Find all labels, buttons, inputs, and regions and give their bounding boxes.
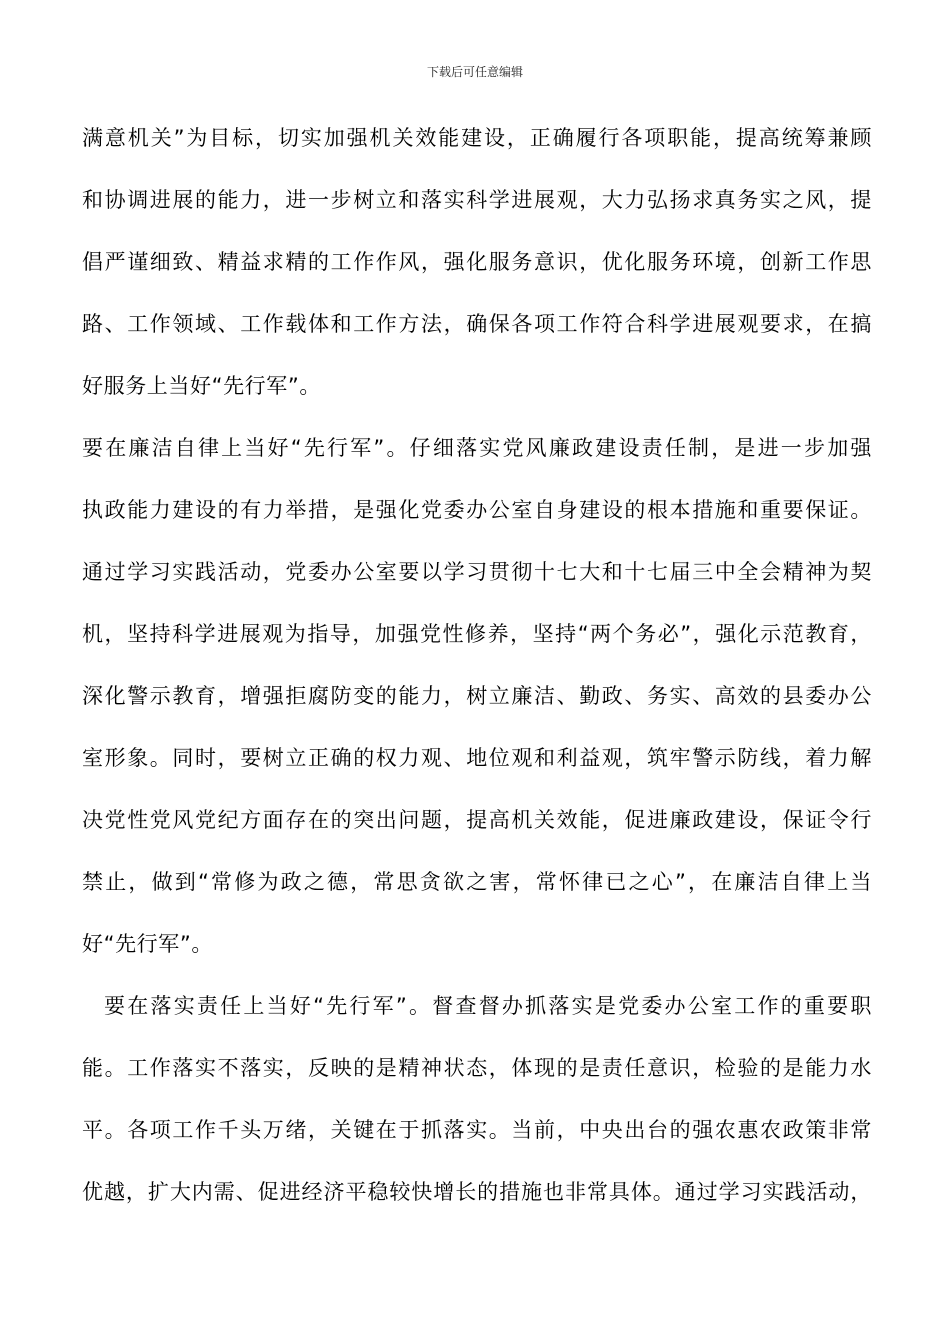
text-line: 室形象。同时，要树立正确的权力观、地位观和利益观，筑牢警示防线，着力解: [82, 746, 872, 770]
text-line: 好服务上当好“先行军”。: [82, 374, 321, 398]
text-line: 机，坚持科学进展观为指导，加强党性修养，坚持“两个务必”，强化示范教育，: [82, 622, 872, 646]
text-line: 通过学习实践活动，党委办公室要以学习贯彻十七大和十七届三中全会精神为契: [82, 560, 872, 584]
text-line: 平。各项工作千头万绪，关键在于抓落实。当前，中央出台的强农惠农政策非常: [82, 1118, 872, 1142]
text-line: 决党性党风党纪方面存在的突出问题，提高机关效能，促进廉政建设，保证令行: [82, 808, 872, 832]
text-line: 深化警示教育，增强拒腐防变的能力，树立廉洁、勤政、务实、高效的县委办公: [82, 684, 872, 708]
text-line: 能。工作落实不落实，反映的是精神状态，体现的是责任意识，检验的是能力水: [82, 1056, 872, 1080]
page-header-note: 下载后可任意编辑: [426, 65, 523, 79]
text-line: 优越，扩大内需、促进经济平稳较快增长的措施也非常具体。通过学习实践活动，: [82, 1180, 872, 1204]
text-line: 倡严谨细致、精益求精的工作作风，强化服务意识，优化服务环境，创新工作思: [82, 250, 872, 274]
text-line: 好“先行军”。: [82, 932, 213, 956]
text-line: 禁止，做到“常修为政之德，常思贪欲之害，常怀律已之心”，在廉洁自律上当: [82, 870, 872, 894]
text-line: 执政能力建设的有力举措，是强化党委办公室自身建设的根本措施和重要保证。: [82, 498, 872, 522]
text-line: 路、工作领域、工作载体和工作方法，确保各项工作符合科学进展观要求，在搞: [82, 312, 872, 336]
text-line: 要在廉洁自律上当好“先行军”。仔细落实党风廉政建设责任制，是进一步加强: [82, 436, 872, 460]
text-line: 满意机关”为目标，切实加强机关效能建设，正确履行各项职能，提高统筹兼顾: [82, 126, 872, 150]
document-body: [82, 118, 872, 1234]
text-line: 要在落实责任上当好“先行军”。督查督办抓落实是党委办公室工作的重要职: [104, 994, 872, 1018]
text-line: 和协调进展的能力，进一步树立和落实科学进展观，大力弘扬求真务实之风，提: [82, 188, 872, 212]
